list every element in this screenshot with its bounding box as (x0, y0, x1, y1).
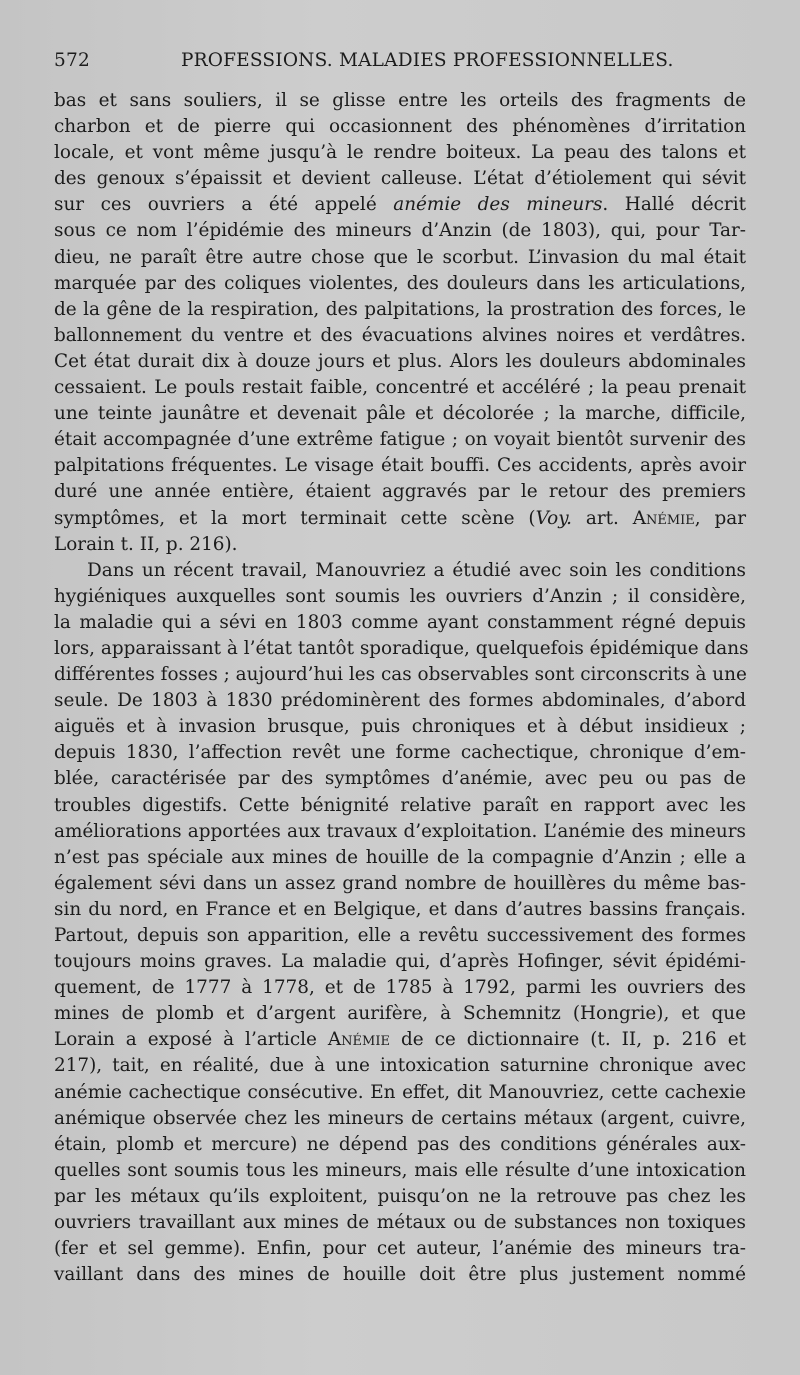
text-line: Partout, depuis son apparition, elle a revêtu successivement des formes (54, 925, 746, 946)
text-line: par les métaux qu’ils exploitent, puisqu’on ne la retrouve pas chez les (54, 1185, 746, 1207)
text-line (54, 192, 746, 218)
text-line: dieu, ne paraît être autre chose que le scorbut. L’invasion du mal était (54, 246, 746, 268)
text-line: depuis 1830, l’affection revêt une forme cachectique, chronique d’em- (54, 742, 746, 764)
text-line: était accompagnée d’une extrême fatigue ; on voyait bientôt survenir des (54, 429, 746, 451)
text-run: de ce dictionnaire (t. II, p. 216 et (389, 1029, 746, 1051)
text-line: palpitations fréquentes. Le visage était bouffi. Ces accidents, après avoir (54, 455, 746, 477)
text-run: art. (572, 507, 633, 529)
text-line: Dans un récent travail, Manouvriez a étudié avec soin les conditions (87, 559, 746, 581)
text-line: également sévi dans un assez grand nombre de houillères du même bas- (54, 872, 746, 894)
running-title: PROFESSIONS. MALADIES PROFESSIONNELLES. (181, 50, 674, 71)
text-line: cessaient. Le pouls restait faible, concentré et accéléré ; la peau prenait (54, 377, 746, 399)
text-line: lors, apparaissant à l’état tantôt sporadique, quelquefois épidémique dans (54, 637, 749, 659)
text-line: sous ce nom l’épidémie des mineurs d’Anzin (de 1803), qui, pour Tar- (54, 220, 746, 242)
text-line: toujours moins graves. La maladie qui, d’après Hofinger, sévit épidémi- (54, 951, 746, 973)
text-line: seule. De 1803 à 1830 prédominèrent des formes abdominales, d’abord (54, 690, 746, 712)
text-line: anémie cachectique consécutive. En effet, dit Manouvriez, cette cachexie (54, 1081, 746, 1103)
text-line (54, 506, 746, 532)
text-line: ouvriers travaillant aux mines de métaux ou de substances non toxiques (54, 1212, 746, 1234)
text-line: blée, caractérisée par des symptômes d’anémie, avec peu ou pas de (54, 768, 746, 790)
text-line: quelles sont soumis tous les mineurs, mais elle résulte d’une intoxication (54, 1159, 746, 1181)
text-line: bas et sans souliers, il se glisse entre les orteils des fragments de (54, 90, 746, 111)
text-line: hygiéniques auxquelles sont soumis les ouvriers d’Anzin ; il considère, (54, 585, 746, 607)
text-line: vaillant dans des mines de houille doit être plus justement nommé (54, 1264, 746, 1286)
text-line: des genoux s’épaissit et devient calleuse. L’état d’étiolement qui sévit (54, 168, 746, 190)
text-line: (fer et sel gemme). Enfin, pour cet auteur, l’anémie des mineurs tra- (54, 1238, 746, 1260)
page-header (54, 50, 746, 84)
text-line (54, 1027, 746, 1053)
text-line: Cet état durait dix à douze jours et plus. Alors les douleurs abdominales (54, 350, 746, 372)
small-caps-term: Anémie (327, 1029, 390, 1051)
text-line: duré une année entière, étaient aggravés par le retour des premiers (54, 481, 746, 503)
text-line: la maladie qui a sévi en 1803 comme ayant constamment régné depuis (54, 611, 746, 633)
text-line: aiguës et à invasion brusque, puis chroniques et à début insidieux ; (54, 716, 746, 738)
italic-term: Voy. (535, 507, 573, 529)
text-line: locale, et vont même jusqu’à le rendre boiteux. La peau des talons et (54, 142, 746, 164)
text-line: différentes fosses ; aujourd’hui les cas observables sont circonscrits à une (54, 664, 747, 686)
text-line: 217), tait, en réalité, due à une intoxication saturnine chronique avec (54, 1055, 746, 1077)
italic-term: anémie des mineurs (393, 194, 603, 216)
text-run: Lorain a exposé à l’article (54, 1029, 328, 1051)
text-line: améliorations apportées aux travaux d’exploitation. L’anémie des mineurs (54, 820, 746, 842)
text-line: anémique observée chez les mineurs de certains métaux (argent, cuivre, (54, 1107, 746, 1129)
text-line: charbon et de pierre qui occasionnent des phénomènes d’irritation (54, 116, 746, 138)
text-line: mines de plomb et d’argent aurifère, à Schemnitz (Hongrie), et que (54, 1003, 746, 1025)
text-run: , par (694, 507, 746, 529)
small-caps-term: Anémie (632, 507, 695, 529)
text-line: de la gêne de la respiration, des palpitations, la prostration des forces, le (54, 298, 746, 320)
text-run: . Hallé décrit (602, 194, 746, 216)
text-run: sur ces ouvriers a été appelé (54, 194, 394, 216)
text-run: symptômes, et la mort terminait cette scène ( (54, 507, 536, 529)
text-line: quement, de 1777 à 1778, et de 1785 à 1792, parmi les ouvriers des (54, 977, 746, 999)
text-line: troubles digestifs. Cette bénignité relative paraît en rapport avec les (54, 794, 746, 816)
text-line: sin du nord, en France et en Belgique, et dans d’autres bassins français. (54, 898, 746, 920)
page-number: 572 (54, 50, 90, 71)
text-line: n’est pas spéciale aux mines de houille de la compagnie d’Anzin ; elle a (54, 846, 746, 868)
text-line: une teinte jaunâtre et devenait pâle et décolorée ; la marche, difficile, (54, 403, 746, 425)
text-line: ballonnement du ventre et des évacuations alvines noires et verdâtres. (54, 324, 746, 346)
body-text (54, 88, 749, 1288)
text-line: marquée par des coliques violentes, des douleurs dans les articulations, (54, 272, 746, 294)
text-line: étain, plomb et mercure) ne dépend pas des conditions générales aux- (54, 1133, 746, 1155)
text-line: Lorain t. II, p. 216). (54, 533, 238, 555)
